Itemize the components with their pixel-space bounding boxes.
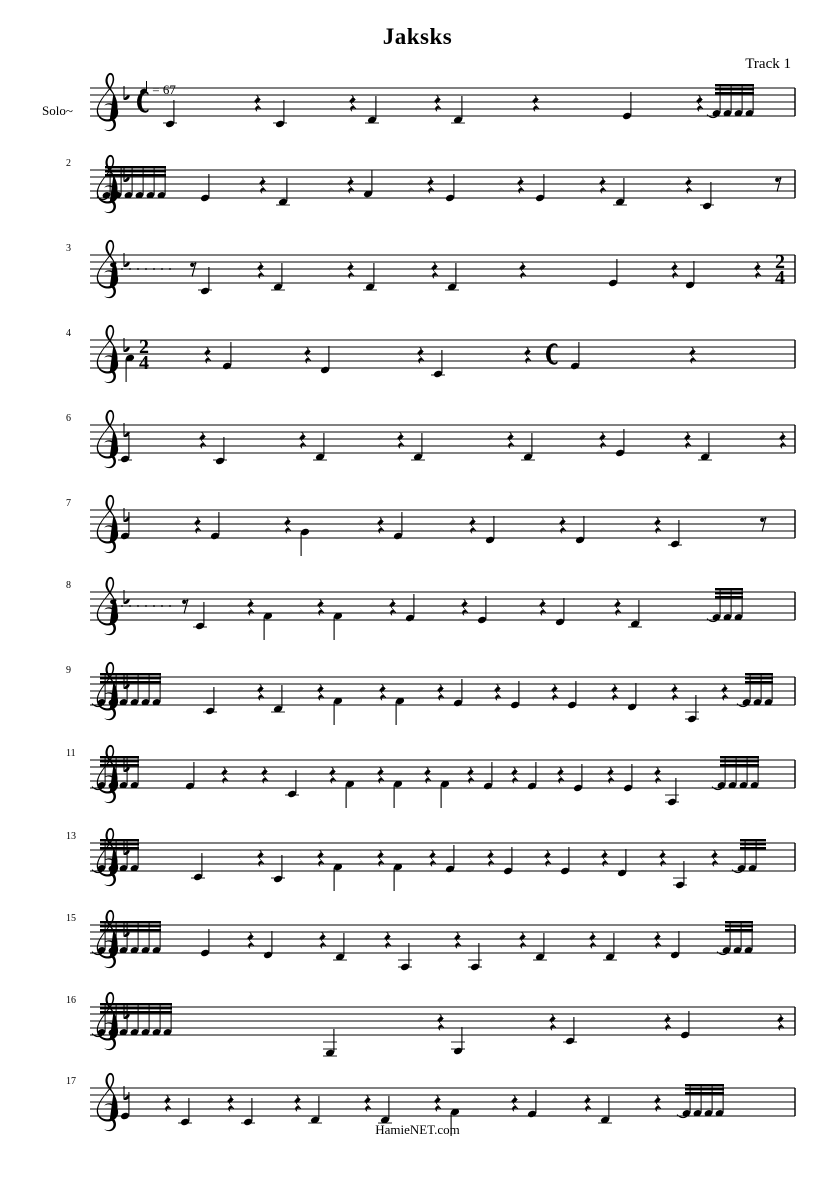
note [503, 847, 513, 875]
note [527, 1090, 537, 1118]
note [615, 429, 625, 457]
note [451, 96, 465, 124]
note [485, 516, 495, 544]
note [411, 433, 425, 461]
staff-system [66, 662, 795, 725]
staff-system [66, 745, 795, 808]
note [398, 943, 412, 971]
note [627, 683, 637, 711]
note [263, 931, 273, 959]
note [560, 847, 570, 875]
svg-text:4: 4 [139, 352, 149, 374]
measure-number: 4 [66, 328, 71, 339]
note [405, 594, 415, 622]
eighth-rest [182, 600, 188, 614]
measure-number: 8 [66, 580, 71, 591]
note [665, 778, 679, 806]
note [300, 528, 310, 556]
note [333, 933, 347, 961]
staff-system [66, 577, 795, 640]
note [698, 433, 712, 461]
note [685, 261, 695, 289]
note [345, 780, 355, 808]
staff-system [66, 155, 795, 213]
note [333, 612, 343, 640]
measure-number: 3 [66, 243, 71, 254]
beamed-note-group [97, 1003, 173, 1036]
note [213, 437, 227, 465]
svg-text:2: 2 [139, 336, 149, 358]
note [222, 342, 232, 370]
note [603, 933, 617, 961]
note [395, 697, 405, 725]
note [393, 780, 403, 808]
svg-text:4: 4 [775, 267, 785, 289]
note [483, 762, 493, 790]
measure-number: 17 [66, 1076, 76, 1087]
note [451, 1027, 465, 1055]
note [323, 1029, 337, 1057]
staff-system [66, 992, 795, 1057]
note [617, 849, 627, 877]
eighth-rest [760, 518, 766, 532]
beamed-note-group [97, 673, 162, 706]
note [623, 764, 633, 792]
note [453, 679, 463, 707]
measure-number: 6 [66, 413, 71, 424]
note [308, 1096, 322, 1124]
note [670, 931, 680, 959]
note [271, 855, 285, 883]
time-signature-numeric [775, 251, 785, 289]
beamed-note-group [712, 84, 755, 117]
track-label: Track 1 [745, 56, 791, 72]
note [527, 762, 537, 790]
beamed-note-group [712, 588, 744, 621]
measure-number: 2 [66, 158, 71, 169]
page-title: Jaksks [382, 24, 453, 49]
note [313, 433, 327, 461]
note [575, 516, 585, 544]
note [445, 174, 455, 202]
note [276, 178, 290, 206]
note [163, 100, 177, 128]
note [333, 697, 343, 725]
note [533, 933, 547, 961]
note [185, 762, 195, 790]
staff-system [66, 495, 795, 556]
note [445, 263, 459, 291]
staff-system [66, 828, 795, 891]
note [521, 433, 535, 461]
note [271, 263, 285, 291]
note [700, 182, 714, 210]
measure-number: 16 [66, 995, 76, 1006]
measure-number: 7 [66, 498, 71, 509]
beamed-note-group [737, 839, 766, 872]
note [622, 92, 632, 120]
staff-system [66, 910, 795, 971]
beamed-note-group [97, 921, 162, 954]
note [440, 780, 450, 808]
note [263, 612, 273, 640]
eighth-rest [775, 178, 781, 192]
tempo-value: = 67 [152, 82, 176, 97]
note [468, 943, 482, 971]
svg-text:2: 2 [775, 251, 785, 273]
footer-credit: HamieNET.com [375, 1122, 460, 1137]
note [320, 346, 330, 374]
note [393, 863, 403, 891]
beamed-note-group [682, 1084, 725, 1117]
note [613, 178, 627, 206]
staff-system [66, 325, 795, 383]
staff-system [66, 410, 795, 468]
staff-system [66, 240, 795, 298]
note [673, 861, 687, 889]
measure-number: 9 [66, 665, 71, 676]
note [393, 512, 403, 540]
instrument-label: Solo~ [42, 103, 73, 118]
note [271, 685, 285, 713]
staff-system [90, 73, 795, 131]
note [120, 1092, 130, 1120]
measure-number: 11 [66, 748, 76, 759]
note [680, 1011, 690, 1039]
note [535, 174, 545, 202]
beamed-note-group [722, 921, 754, 954]
note [200, 929, 210, 957]
eighth-rest [190, 263, 196, 277]
note [573, 764, 583, 792]
note [567, 681, 577, 709]
note [445, 845, 455, 873]
beamed-note-group [742, 673, 774, 706]
note [555, 598, 565, 626]
note [570, 342, 580, 370]
note [628, 600, 642, 628]
note [333, 863, 343, 891]
time-signature-numeric [139, 336, 149, 374]
note [363, 263, 377, 291]
measure-number: 13 [66, 831, 76, 842]
note [365, 96, 379, 124]
note [198, 267, 212, 295]
note [120, 512, 130, 540]
note [598, 1096, 612, 1124]
note [608, 259, 618, 287]
beamed-note-group [717, 756, 760, 789]
note [273, 100, 287, 128]
note [210, 512, 220, 540]
note [685, 695, 699, 723]
note [200, 174, 210, 202]
note [378, 1096, 392, 1124]
note [510, 681, 520, 709]
note [477, 596, 487, 624]
measure-number: 15 [66, 913, 76, 924]
